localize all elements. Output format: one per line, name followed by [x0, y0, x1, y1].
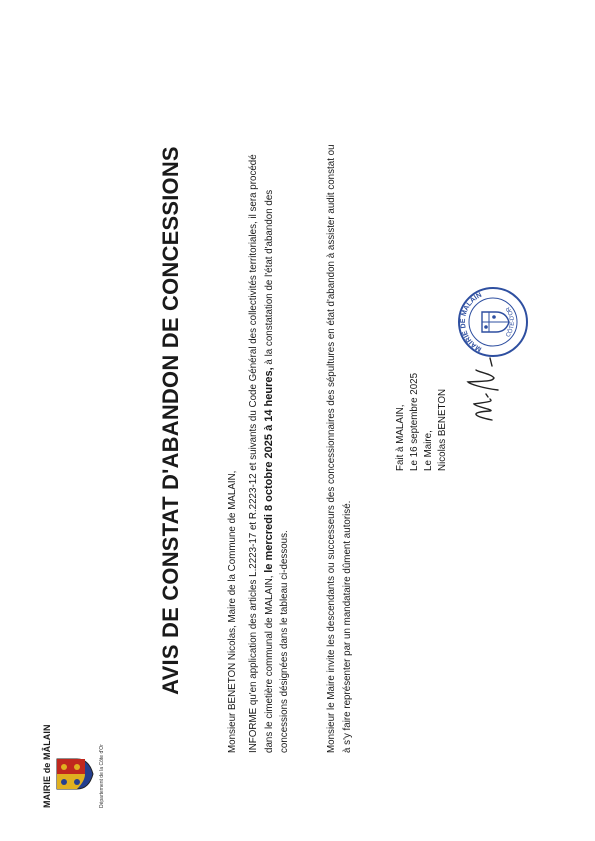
inform-text-2: à la constatation de l'état d'abandon des concessions désignées dans le tableau ci-dessous. [263, 189, 290, 753]
signature-place: Fait à MALAIN, [395, 404, 406, 471]
inform-paragraph [246, 143, 293, 753]
inform-lead: INFORME [248, 707, 259, 753]
handwritten-signature [462, 352, 502, 424]
notice-title: AVIS DE CONSTAT D'ABANDON DE CONCESSIONS [158, 146, 183, 695]
letterhead [42, 688, 105, 808]
coat-of-arms-icon [55, 757, 95, 791]
intro-paragraph: Monsieur BENETON Nicolas, Maire de la Commune de MALAIN, [227, 470, 238, 753]
department-name: Département de la Côte d'Or [99, 744, 105, 808]
invitation-paragraph: Monsieur le Maire invite les descendants ou successeurs des concessionnaires des sépultures en état d'abandon à assister audit constat ou à s'y faire représenter par un mandataire dûment autorisé. [326, 144, 353, 753]
inform-text-1: qu'en application des articles L.2223-17 et R.2223-12 et suivants du Code Général des collectivités territoriales, il sera procédé dans le cimetière communal de MALAIN, [248, 154, 275, 753]
svg-text:MAIRIE DE MÂLAIN [460, 292, 483, 353]
official-stamp [456, 285, 530, 359]
signature-block [394, 373, 450, 471]
signature-date: Le 16 septembre 2025 [409, 372, 420, 471]
signature-role: Le Maire, [423, 430, 434, 471]
stamp-top-text: MAIRIE DE MÂLAIN [459, 291, 484, 353]
inform-date-emphasis: le mercredi 8 octobre 2025 à 14 heures, [262, 367, 275, 573]
signature-name: Nicolas BENETON [437, 388, 448, 471]
stamp-bottom-text: CÔTE-D'OR [505, 305, 517, 339]
mairie-name: MAIRIE de MÂLAIN [42, 724, 52, 808]
